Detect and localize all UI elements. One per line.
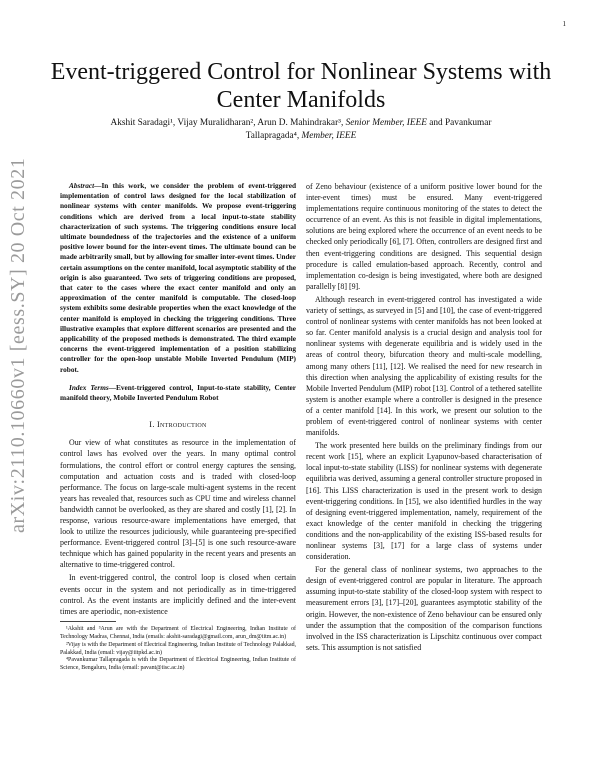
body-paragraph: The work presented here builds on the preliminary findings from our recent work [15], where an explicit Lyapunov-based characterisation of local input-to-state stability (LISS) for nonlinear systems with degenerate equilibria was derived, assuming a general controller structure proposed in [16]. This LISS characterization is used in the present work to design event-triggering conditions. In [15], we also identified hurdles in the way of designing event-triggered implementation, namely, requirement of the exact knowledge of the center manifold in checking the triggering conditions and the non-applicability of the existing ISS-based results for nonlinear systems [3], [17] for a large class of systems under consideration.: [306, 441, 542, 562]
index-terms: [60, 383, 296, 403]
right-column: [306, 181, 542, 655]
authors-line2: Tallapragada⁴,: [245, 130, 300, 141]
authors-and: and Pavankumar: [429, 118, 492, 128]
abstract-body: —In this work, we consider the problem of event-triggered implementation of control laws designed for the local stabilization of nonlinear systems with center manifolds. We propose event-triggering conditions which are derived from a local input-to-state stability characterization of such systems. The triggering conditions ensure local ultimate boundedness of the trajectories and the existence of a uniform positive lower bound for the inter-event times. The ultimate bound can be made arbitrarily small, but by allowing for smaller inter-event times. Under certain assumptions on the center manifold, local asymptotic stability of the origin is also guaranteed. Two sets of triggering conditions are proposed, that cater to the cases where the exact center manifold and only an approximation of the center manifold is computable. The closed-loop system exhibits some desirable properties when the exact knowledge of the center manifold is employed in checking the triggering conditions. Three illustrative examples that explore different scenarios are presented and the applicability of the proposed methods is demonstrated. The third example concerns the event-triggered implementation of a position stabilizing controller for the open-loop unstable Mobile Inverted Pendulum (MIP) robot.: [60, 181, 296, 374]
body-paragraph: In event-triggered control, the control loop is closed when certain events occur in the system and not periodically as in time-triggered control. As the event instants are implicitly defined and the inter-event times are aperiodic, non-existence: [60, 573, 296, 616]
authors-member-title: Member, IEEE: [301, 130, 357, 141]
index-terms-body: —Event-triggered control, Input-to-state stability, Center manifold theory, Mobile Inverted Pendulum Robot: [60, 382, 296, 403]
body-paragraph: Although research in event-triggered control has investigated a wide variety of settings, as surveyed in [5] and [10], the case of event-triggered control of nonlinear systems with center manifolds has not been looked at so far. Center manifold analysis is a crucial design and analysis tool for nonlinear systems with degenerate equilibria and is widely used in the areas of control theory, bifurcation theory and multi-scale modelling, among many others [11], [12]. We realised the need for new research in this direction when analysing the applicability of existing results for the Mobile Inverted Pendulum (MIP) robot [13]. Control of a tethered satellite system is another example where a controller is designed in the presence of a center manifold [14]. In this work, we present our solution to the problem of event-triggered control of nonlinear systems with center manifolds.: [306, 294, 543, 438]
author-list: [60, 117, 542, 142]
body-paragraph: of Zeno behaviour (existence of a uniform positive lower bound for the inter-event times) must be ensured. Many event-triggered implementations require continuous monitoring of the states to detect the occurrence of an event. As this is not feasible in digital implementations, solutions are being explored where the occurrence of an event needs to be checked only periodically [6], [7]. Often, controllers are designed first and then event-triggering conditions are designed. This sequential design procedure is called emulation-based approach. Recently, control and implementation co-design is being investigated, where both are designed parallelly [8] [9].: [306, 182, 542, 291]
page-number: 1: [562, 20, 566, 28]
abstract-label: Abstract: [69, 181, 95, 190]
index-terms-label: Index Terms: [69, 382, 109, 392]
authors-line1: Akshit Saradagi¹, Vijay Muralidharan², Arun D. Mahindrakar³,: [110, 118, 344, 128]
footnote: ²Vijay is with the Department of Electrical Engineering, Indian Institute of Technology Palakkad, Palakkad, India (email: vijay@iitpkd.ac.in): [60, 641, 296, 656]
left-column: [60, 181, 296, 673]
abstract: [60, 181, 296, 375]
authors-senior-title: Senior Member, IEEE: [345, 118, 427, 128]
footnote-rule: [60, 621, 116, 622]
arxiv-stamp: arXiv:2110.10660v1 [eess.SY] 20 Oct 2021: [7, 157, 29, 533]
paper-title: Event-triggered Control for Nonlinear Systems with Center Manifolds: [50, 59, 552, 113]
footnote: ¹Akshit and ³Arun are with the Department of Electrical Engineering, Indian Institute of Technology Madras, Chennai, India (emails: akshit-saradagi@gmail.com, arun_dm@iitm.ac.in): [60, 625, 296, 640]
footnote: ⁴Pavankumar Tallapragada is with the Department of Electrical Engineering, Indian Institute of Science, Bengaluru, India (email: pavant@iisc.ac.in): [60, 657, 296, 672]
body-paragraph: For the general class of nonlinear systems, two approaches to the design of event-triggered control are popular in literature. The approach assuming input-to-state stability of the closed-loop system with respect to measurement errors [3], [17]–[20], guarantees asymptotic stability of the origin. However, the non-existence of Zeno behaviour can be ensured only under the assumption that the composition of the comparison functions involved in the ISS characterization is Lipschitz continuous over compact sets. This assumption is not satisfied: [306, 565, 542, 652]
body-paragraph: Our view of what constitutes as resource in the implementation of control laws has evolved over the years. In many optimal control formulations, the control effort or control energy captures the sensing, computation and actuation costs and is traded with closed-loop performance. The focus on large-scale multi-agent systems in the recent years has revealed that, resources such as CPU time and wireless channel bandwidth cannot be overlooked, as they are shared and costly [1], [2]. In response, various resource-aware implementations have emerged, that look to utilize the resources judiciously, while guaranteeing pre-specified performance. Event-triggered control [3]–[5] is one such resource-aware technique which has gained popularity in the recent years and presents an alternative to time-triggered control.: [60, 438, 296, 570]
section-heading: I. Introduction: [149, 420, 207, 430]
